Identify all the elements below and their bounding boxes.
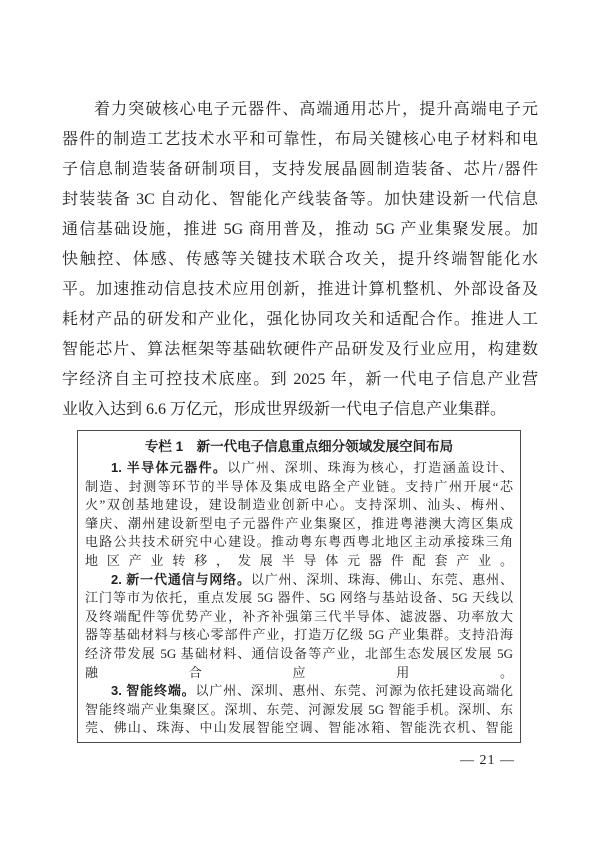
- box-line: [85, 682, 513, 701]
- box-line: [85, 459, 513, 478]
- box-line: 电路公共技术研究中心建设。推动粤东粤西粤北地区主动承接珠三角: [85, 534, 513, 550]
- box-line: 火”双创基地建设，建设制造业创新中心。支持深圳、汕头、梅州、: [85, 497, 513, 513]
- paragraph-line: 智能芯片、算法框架等基础软硬件产品研发及行业应用，构建数: [62, 341, 538, 358]
- paragraph-line: 字经济自主可控技术底座。到 2025 年，新一代电子信息产业营: [62, 371, 538, 388]
- item-lead: 3. 智能终端。: [111, 683, 196, 699]
- paragraph-line: 业收入达到 6.6 万亿元，形成世界级新一代电子信息产业集群。: [62, 401, 507, 418]
- box-line: 制造、封测等环节的半导体及集成电路全产业链。支持广州开展“芯: [85, 478, 513, 494]
- box-line: 莞、佛山、珠海、中山发展智能空调、智能冰箱、智能洗衣机、智能: [85, 720, 513, 736]
- paragraph-line: 耗材产品的研发和产业化，强化协同攻关和适配合作。推进人工: [62, 311, 538, 328]
- box-line: 器等基础材料与核心零部件产业，打造万亿级 5G 产业集群。支持沿海: [85, 627, 513, 643]
- paragraph-line: 器件的制造工艺技术水平和可靠性，布局关键核心电子材料和电: [62, 131, 538, 148]
- box-line: 融合应用。: [85, 664, 513, 680]
- box-line: [85, 571, 513, 590]
- paragraph-line: 通信基础设施，推进 5G 商用普及，推动 5G 产业集聚发展。加: [62, 221, 538, 238]
- page-number: — 21 —: [460, 753, 515, 768]
- box-line-text: 以广州、深圳、珠海为核心，打造涵盖设计、: [227, 460, 513, 475]
- box-line: 智能终端产业集聚区。深圳、东莞、河源发展 5G 智能手机。深圳、东: [85, 701, 513, 717]
- box-line: 江门等市为依托，重点发展 5G 器件、5G 网络与基站设备、5G 天线以: [85, 590, 513, 606]
- paragraph-line: 着力突破核心电子元器件、高端通用芯片，提升高端电子元: [94, 101, 538, 118]
- paragraph-line: 快触控、体感、传感等关键技术联合攻关，提升终端智能化水: [62, 251, 538, 268]
- box-line: 地区产业转移，发展半导体元器件配套产业。: [85, 552, 513, 568]
- paragraph-line: 子信息制造装备研制项目，支持发展晶圆制造装备、芯片/器件: [62, 161, 538, 178]
- body-paragraph: [62, 95, 538, 425]
- box-line: 肇庆、潮州建设新型电子元器件产业集聚区，推进粤港澳大湾区集成: [85, 515, 513, 531]
- paragraph-line: 封装装备 3C 自动化、智能化产线装备等。加快建设新一代信息: [62, 191, 538, 208]
- item-lead: 2. 新一代通信与网络。: [111, 571, 251, 587]
- paragraph-line: 平。加速推动信息技术应用创新，推进计算机整机、外部设备及: [62, 281, 538, 298]
- box-line: 经济带发展 5G 基础材料、通信设备等产业，北部生态发展区发展 5G: [85, 645, 513, 661]
- column-box: [77, 430, 521, 743]
- box-line-text: 以广州、深圳、珠海、佛山、东莞、惠州、: [250, 571, 513, 587]
- item-lead: 1. 半导体元器件。: [111, 460, 228, 475]
- box-line-text: 以广州、深圳、惠州、东莞、河源为依托建设高端化: [195, 683, 513, 699]
- box-title: 专栏 1 新一代电子信息重点细分领域发展空间布局: [144, 439, 454, 454]
- box-line: 及终端配件等优势产业，补齐补强第三代半导体、滤波器、功率放大: [85, 608, 513, 624]
